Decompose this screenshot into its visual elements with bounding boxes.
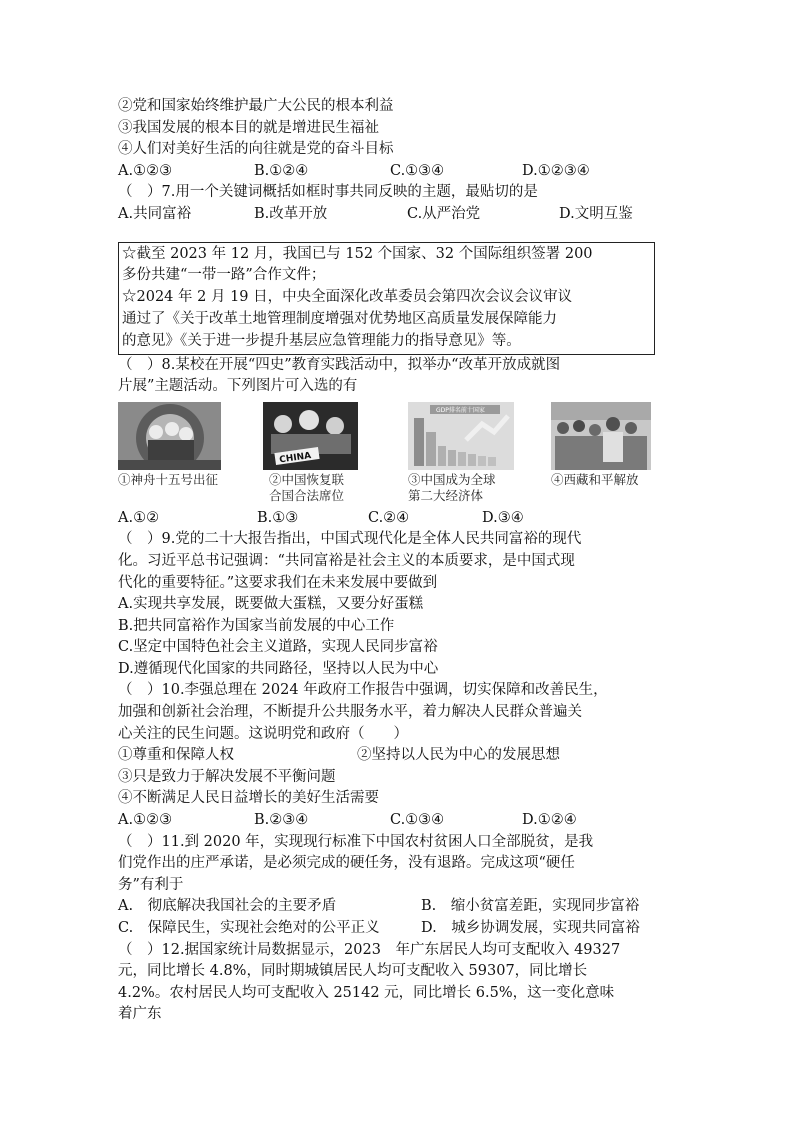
q11-stem: 们党作出的庄严承诺，是必须完成的硬任务，没有退路。完成这项“硬任	[118, 855, 575, 872]
q10-options	[118, 810, 688, 832]
box-line: ☆2024 年 2 月 19 日，中央全面深化改革委员会第四次会议会议审议	[122, 289, 573, 306]
picture-caption: ②中国恢复联	[269, 471, 345, 487]
picture-caption: ①神舟十五号出征	[118, 471, 219, 487]
un-delegation-photo	[263, 402, 358, 470]
chart-title-text: GDP排名前十国家	[436, 406, 485, 414]
q9-option: B.把共同富裕作为国家当前发展的中心工作	[118, 617, 395, 634]
picture-caption: 合国合法席位	[269, 487, 345, 503]
q10-items-row	[118, 745, 688, 767]
q8-options	[118, 508, 688, 530]
picture-caption: ④西藏和平解放	[551, 471, 639, 487]
q7-stem: （ ）7.用一个关键词概括如框时事共同反映的主题，最贴切的是	[118, 184, 538, 201]
q10-stem: （ ）10.李强总理在 2024 年政府工作报告中强调，切实保障和改善民生，	[118, 682, 608, 699]
option-c: C.①③④	[390, 812, 445, 829]
option-c: C.从严治党	[407, 205, 481, 222]
china-sign-text: CHINA	[278, 450, 312, 466]
q12-stem: （ ）12.据国家统计局数据显示，2023 年广东居民人均可支配收入 49327	[118, 941, 621, 958]
q10-stem: 加强和创新社会治理，不断提升公共服务水平，着力解决人民群众普遍关	[118, 704, 582, 721]
q11-options-row	[118, 918, 688, 940]
q10-item: ①尊重和保障人权	[118, 747, 234, 764]
option-d: D.③④	[482, 509, 524, 526]
box-line: 的意见》《关于进一步提升基层应急管理能力的指导意见》等。	[122, 332, 521, 349]
picture-caption: 第二大经济体	[408, 487, 484, 503]
box-line: 通过了《关于改革土地管理制度增强对优势地区高质量发展保障能力	[122, 310, 557, 327]
option-a: A. 彻底解决我国社会的主要矛盾	[118, 898, 337, 915]
option-a: A.①②③	[118, 162, 173, 179]
top-item: ③我国发展的根本目的就是增进民生福祉	[118, 119, 379, 136]
q9-option: A.实现共享发展，既要做大蛋糕，又要分好蛋糕	[118, 596, 424, 613]
q10-item: ②坚持以人民为中心的发展思想	[357, 747, 560, 764]
option-c: C.①③④	[390, 162, 445, 179]
q11-stem: 务”有利于	[118, 876, 184, 893]
q9-stem: 化。习近平总书记强调：“共同富裕是社会主义的本质要求，是中国式现	[118, 552, 575, 569]
q8-stem: （ ）8.某校在开展“四史”教育实践活动中，拟举办“改革开放成就图	[118, 356, 561, 373]
tibet-crowd-photo	[551, 402, 651, 470]
q8-pictures	[118, 402, 688, 508]
q9-stem: 代化的重要特征。”这要求我们在未来发展中要做到	[118, 574, 438, 591]
q12-stem: 4.2%。农村居民人均可支配收入 25142 元，同比增长 6.5%，这一变化意味	[118, 984, 615, 1001]
option-c: C. 保障民生，实现社会绝对的公平正义	[118, 920, 380, 937]
gdp-chart-photo	[408, 402, 514, 470]
q10-stem: 心关注的民生问题。这说明党和政府（ ）	[118, 725, 408, 742]
option-a: A.①②③	[118, 812, 173, 829]
astronauts-photo	[118, 402, 221, 470]
box-line: 多份共建“一带一路”合作文件；	[122, 267, 326, 284]
option-b: B.①②④	[254, 162, 309, 179]
news-box	[118, 242, 655, 355]
q11-options-row	[118, 896, 688, 918]
option-a: A.①②	[118, 509, 160, 526]
picture-gdp	[408, 402, 545, 508]
option-b: B.①③	[257, 509, 299, 526]
option-d: D.文明互鉴	[559, 205, 633, 222]
top-item: ②党和国家始终维护最广大公民的根本利益	[118, 98, 394, 114]
option-c: C.②④	[368, 509, 410, 526]
option-d: D.①②③④	[522, 162, 590, 179]
q7-options	[118, 204, 688, 226]
q6-options	[118, 161, 688, 183]
q12-stem: 元，同比增长 4.8%，同时期城镇居民人均可支配收入 59307，同比增长	[118, 963, 588, 980]
q12-stem: 着广东	[118, 1006, 162, 1023]
q9-stem: （ ）9.党的二十大报告指出，中国式现代化是全体人民共同富裕的现代	[118, 531, 582, 548]
option-b: B.改革开放	[254, 205, 328, 222]
picture-un-seat	[263, 402, 400, 508]
top-item: ④人们对美好生活的向往就是党的奋斗目标	[118, 141, 394, 158]
q8-stem: 片展”主题活动。下列图片可入选的有	[118, 378, 358, 395]
option-d: D.①②④	[522, 812, 577, 829]
q9-option: C.坚定中国特色社会主义道路，实现人民同步富裕	[118, 639, 438, 656]
picture-tibet	[551, 402, 688, 508]
picture-shenzhou	[118, 402, 255, 508]
box-line: ☆截至 2023 年 12 月，我国已与 152 个国家、32 个国际组织签署 200	[122, 245, 593, 262]
q10-item: ③只是致力于解决发展不平衡问题	[118, 768, 336, 785]
option-a: A.共同富裕	[118, 205, 192, 222]
q9-option: D.遵循现代化国家的共同路径，坚持以人民为中心	[118, 660, 439, 677]
option-d: D. 城乡协调发展，实现共同富裕	[421, 920, 640, 937]
q11-stem: （ ）11.到 2020 年，实现现行标准下中国农村贫困人口全部脱贫，是我	[118, 833, 594, 850]
option-b: B. 缩小贫富差距，实现同步富裕	[421, 898, 640, 915]
option-b: B.②③④	[254, 812, 309, 829]
picture-caption: ③中国成为全球	[408, 471, 496, 487]
q10-item: ④不断满足人民日益增长的美好生活需要	[118, 790, 379, 807]
exam-page	[118, 96, 688, 1026]
